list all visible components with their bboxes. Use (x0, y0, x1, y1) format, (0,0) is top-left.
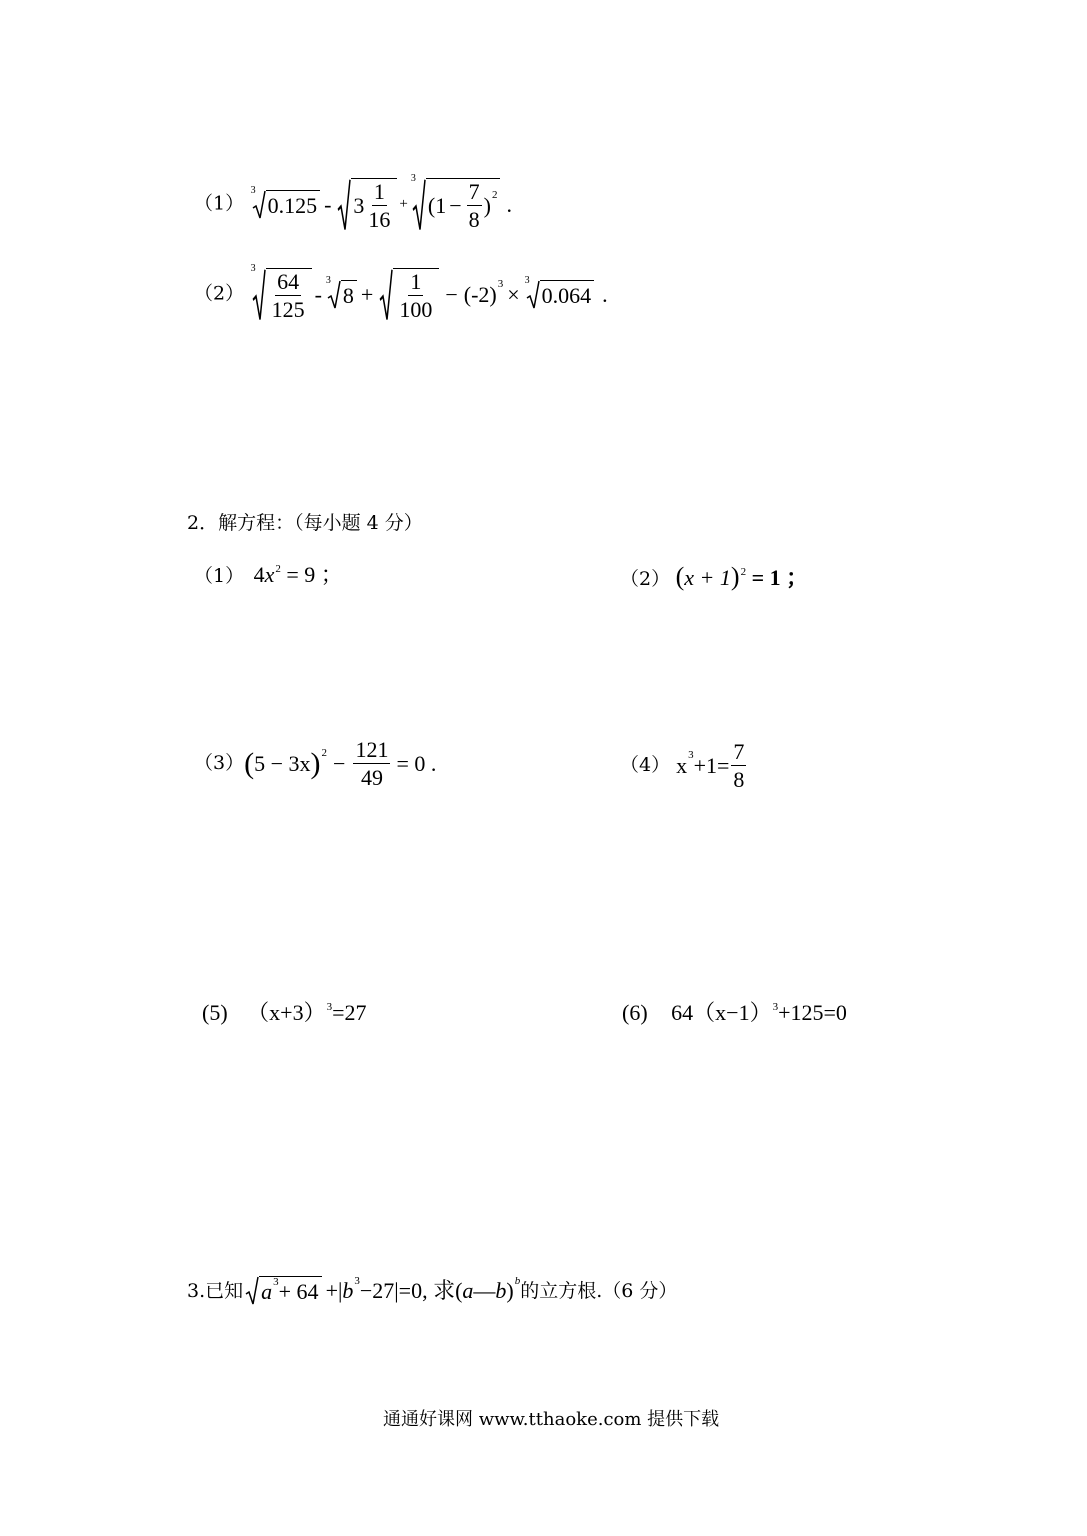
footer-text: 通通好课网 www.tthaoke.com 提供下载 (383, 1409, 720, 1430)
equation-4: （4） x 3 +1= $\frac{7}{8}$ (620, 739, 745, 793)
problem-1-2 (194, 263, 608, 323)
square-root: 3 $\frac{1}{16}$ (337, 178, 397, 231)
item-label: （3） (194, 752, 245, 775)
equation-1: （1） $4x^2 = 9$ ； (194, 562, 343, 587)
fraction: $\frac{7}{8}$ (733, 739, 745, 793)
item-label: (5) (202, 1000, 228, 1025)
fraction: $\frac{1}{16}$ (368, 179, 391, 233)
radical-sign-icon (245, 1276, 259, 1306)
fraction: $\frac{7}{8}$ (468, 179, 480, 233)
radical-sign-icon (337, 178, 351, 231)
square-root (379, 268, 439, 321)
cube-root: 3 $\frac{64}{125}$ (252, 268, 312, 321)
item-label: （2） (194, 282, 245, 305)
item-label: （2） (620, 568, 671, 590)
equation-2: （2） $(x + 1)^2 = 1$ ； (620, 562, 809, 591)
radical-sign-icon (412, 178, 426, 231)
equation-6: (6) $64(x-1)^3+125=0$ (622, 1000, 847, 1025)
fraction: $\frac{1}{100}$ (399, 269, 433, 323)
radical-sign-icon (379, 268, 393, 321)
cube-root: 3 8 (327, 280, 357, 310)
equation-3: （3） ( 5 − 3x ) 2 − $\frac{121}{49}$ = 0 . (194, 737, 437, 791)
cube-root: 3 0.125 (252, 190, 321, 220)
radical-sign-icon (252, 268, 266, 321)
problem-3: 3.已知 a 3 + 64 +| b 3 −27|=0, 求( a — b ) b 的立方根.（6 分） (187, 1274, 678, 1304)
item-label: （1） (194, 192, 245, 215)
expression: 3 0.125 - 3 $\frac{1}{16}$ + 3 (1 − $\frac{7}{8}$ ) 2 . (250, 173, 512, 233)
cube-root: 3 0.064 (526, 280, 595, 310)
problem-1-1 (194, 173, 512, 233)
item-label: (6) (622, 1000, 648, 1025)
expression: 3 $\frac{64}{125}$ - 3 8 + $\frac{1}{100}$ − (-2) 3 × 3 0.064 . (250, 263, 608, 323)
fraction: $\frac{121}{49}$ (355, 737, 389, 791)
item-label: （4） (620, 754, 671, 777)
equation-5: (5) $(x+3)^3=27$ (202, 1000, 367, 1025)
cube-root: 3 (1 − $\frac{7}{8}$ ) 2 (412, 178, 501, 231)
square-root: a 3 + 64 (245, 1276, 321, 1306)
item-label: （1） (194, 565, 245, 587)
fraction: $\frac{64}{125}$ (271, 269, 305, 323)
section-2-heading: 2．解方程：（每小题 4 分） (187, 512, 423, 534)
